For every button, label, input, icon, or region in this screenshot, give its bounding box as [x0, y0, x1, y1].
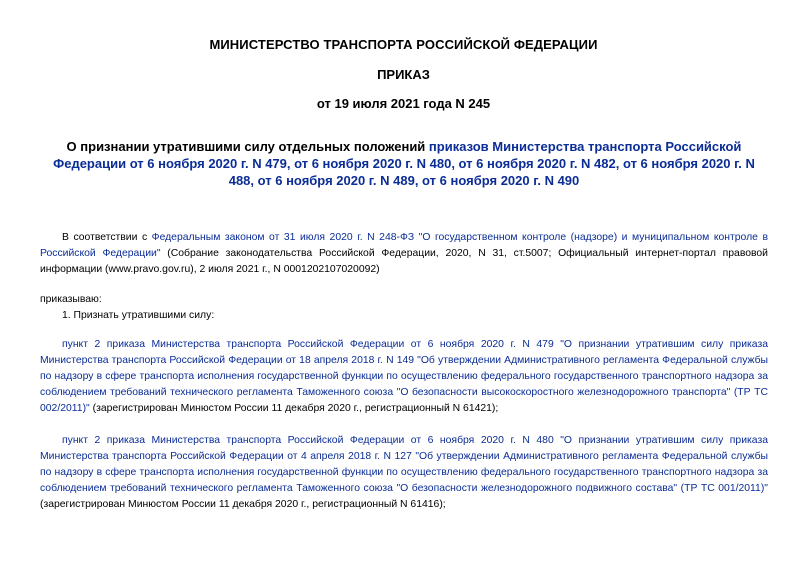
intro-before: В соответствии с: [62, 232, 152, 243]
title-orders-link[interactable]: приказов Министерства транспорта Российской Федерации от 6 ноября 2020 г. N 479, от 6 ноября 2020 г. N 480, от 6 ноября 2020 г. N 482, от 6 ноября 2020 г. N 488, от 6 ноября 2020 г. N 489, от 6 ноября 2020 г. N 490: [53, 139, 755, 188]
intro-paragraph: [40, 230, 768, 278]
subitem-479: [40, 337, 768, 417]
federal-law-link[interactable]: Федеральным законом от 31 июля 2020 г. N 248-ФЗ "О государственном контроле (надзоре) и муниципальном контроле в Российской Федерации": [40, 232, 768, 259]
order-word: приказываю:: [40, 294, 102, 305]
item-1: 1. Признать утратившими силу:: [62, 310, 215, 321]
order-479-link[interactable]: пункт 2 приказа Министерства транспорта Российской Федерации от 6 ноября 2020 г. N 479 "О признании утратившим силу приказа Министерства транспорта Российской Федерации от 18 апреля 2018 г. N 149 "Об утверждении Административного регламента Федеральной службы по надзору в сфере транспорта исполнения государственной функции по осуществлению федерального государственного транспортного надзора за соблюдением требований технического регламента Таможенного союза "О безопасности высокоскоростного железнодорожного транспорта" (ТР ТС 002/2011)": [40, 339, 768, 414]
subitem-479-registration: (зарегистрирован Минюстом России 11 декабря 2020 г., регистрационный N 61421);: [89, 403, 499, 414]
order-480-link[interactable]: пункт 2 приказа Министерства транспорта Российской Федерации от 6 ноября 2020 г. N 480 "О признании утратившим силу приказа Министерства транспорта Российской Федерации от 4 апреля 2018 г. N 127 "Об утверждении Административного регламента Федеральной службы по надзору в сфере транспорта исполнения государственной функции по осуществлению федерального государственного транспортного надзора за соблюдением требований технического регламента Таможенного союза "О безопасности железнодорожного подвижного состава" (ТР ТС 001/2011)": [40, 435, 768, 494]
subitem-480-registration: (зарегистрирован Минюстом России 11 декабря 2020 г., регистрационный N 61416);: [40, 499, 446, 510]
subitem-480: [40, 433, 768, 513]
document-title: [40, 138, 768, 189]
ministry-heading: МИНИСТЕРСТВО ТРАНСПОРТА РОССИЙСКОЙ ФЕДЕРАЦИИ: [209, 37, 598, 52]
title-prefix: О признании утратившими силу отдельных положений: [66, 139, 429, 154]
intro-after: (Собрание законодательства Российской Федерации, 2020, N 31, ст.5007; Официальный интернет-портал правовой информации (www.pravo.gov.ru), 2 июля 2021 г., N 0001202107020092): [40, 248, 768, 275]
document-type-heading: ПРИКАЗ: [377, 67, 430, 82]
date-number-heading: от 19 июля 2021 года N 245: [316, 96, 491, 111]
